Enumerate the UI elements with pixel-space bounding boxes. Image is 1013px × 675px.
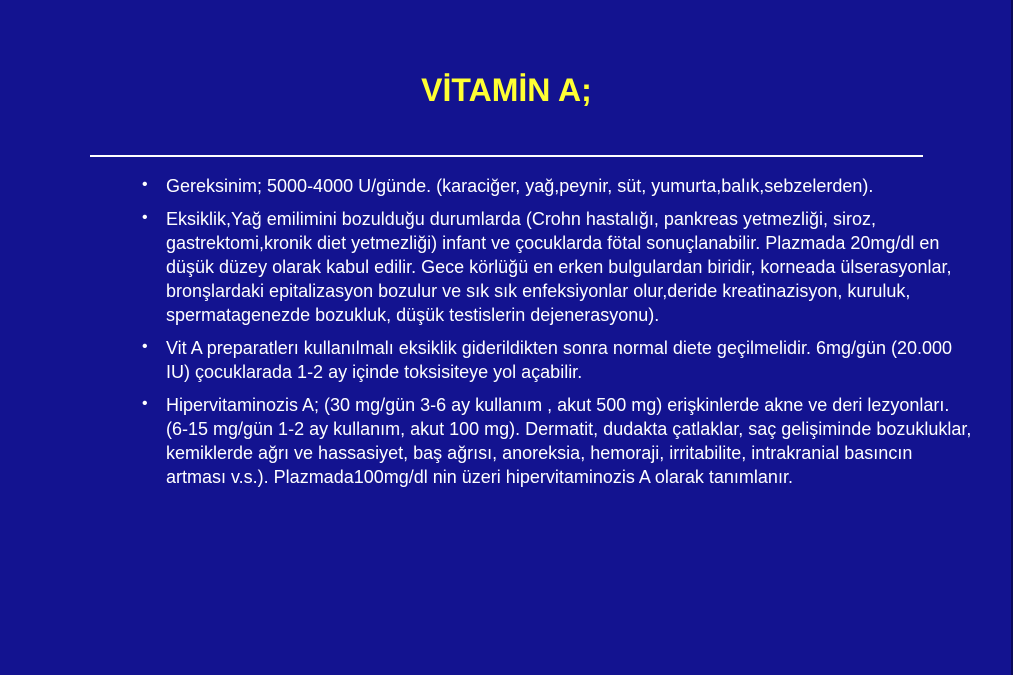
bullet-dot-icon: •: [142, 209, 148, 226]
bullet-item: [140, 207, 975, 327]
bullet-dot-icon: •: [142, 176, 148, 193]
bullet-item: [140, 336, 975, 384]
slide-title: VİTAMİN A;: [421, 72, 592, 108]
bullet-list: [140, 174, 975, 498]
bullet-text: Vit A preparatlerı kullanılmalı eksiklik giderildikten sonra normal diete geçilmelidir. 6mg/gün (20.000 IU) çocuklarada 1-2 ay içinde toksisiteye yol açabilir.: [166, 338, 953, 382]
bullet-text: Eksiklik,Yağ emilimini bozulduğu durumlarda (Crohn hastalığı, pankreas yetmezliği, siroz, gastrektomi,kronik diet yetmezliği) infant ve çocuklarda fötal sonuçlanabilir. Plazmada 20mg/dl en düşük düzey olarak kabul edilir. Gece körlüğü en erken bulgulardan biridir, korneada ülserasyonlar, bronşlardaki epitalizasyon bozulur ve sık sık enfeksiyonlar olur,deride kreatinazisyon, kuruluk, spermatagenezde bozukluk, düşük testislerin dejenerasyonu).: [166, 209, 952, 325]
bullet-dot-icon: •: [142, 395, 148, 412]
bullet-dot-icon: •: [142, 338, 148, 355]
bullet-item: [140, 393, 975, 489]
title-divider: [90, 155, 923, 157]
bullet-item: [140, 174, 975, 198]
bullet-text: Gereksinim; 5000-4000 U/günde. (karaciğer, yağ,peynir, süt, yumurta,balık,sebzelerden).: [166, 176, 874, 196]
bullet-text: Hipervitaminozis A; (30 mg/gün 3-6 ay kullanım , akut 500 mg) erişkinlerde akne ve deri lezyonları. (6-15 mg/gün 1-2 ay kullanım, akut 100 mg). Dermatit, dudakta çatlaklar, saç gelişiminde bozukluklar, kemiklerde ağrı ve hassasiyet, baş ağrısı, anoreksia, hemoraji, irritabilite, intrakranial basıncın artması v.s.). Plazmada100mg/dl nin üzeri hipervitaminozis A olarak tanımlanır.: [166, 395, 972, 487]
